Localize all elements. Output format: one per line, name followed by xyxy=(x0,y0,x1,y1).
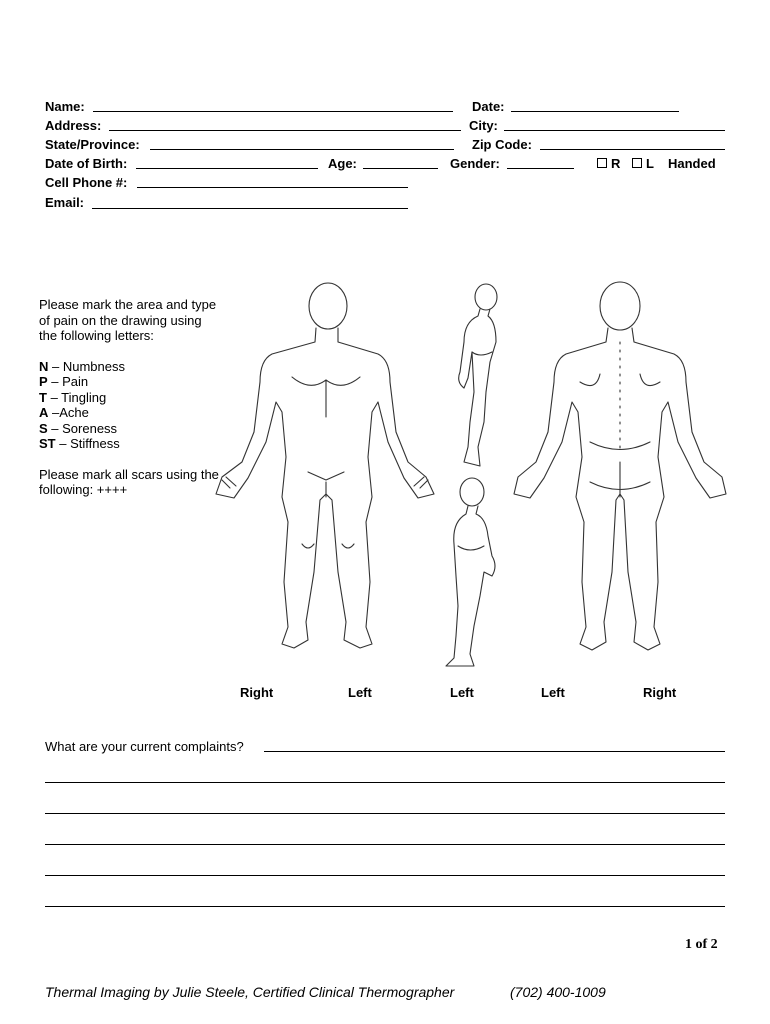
legend-item: T – Tingling xyxy=(39,389,107,405)
page-number: 1 of 2 xyxy=(685,937,718,952)
legend-item: ST – Stiffness xyxy=(39,436,120,451)
name-field[interactable] xyxy=(93,111,453,112)
age-field[interactable] xyxy=(363,168,438,169)
complaints-line[interactable] xyxy=(45,875,725,876)
legend-item: A –Ache xyxy=(39,405,89,420)
handed-l-label: L xyxy=(646,156,654,171)
date-field[interactable] xyxy=(511,111,679,112)
email-label: Email: xyxy=(45,195,85,210)
legend-item: S – Soreness xyxy=(39,420,118,436)
handed-l-checkbox[interactable] xyxy=(632,158,642,168)
complaints-line[interactable] xyxy=(45,906,725,907)
handed-r-checkbox[interactable] xyxy=(597,158,607,168)
cell-phone-label: Cell Phone #: xyxy=(45,175,128,190)
footer-phone: (702) 400-1009 xyxy=(510,984,606,1000)
address-label: Address: xyxy=(45,118,102,133)
dob-field[interactable] xyxy=(136,168,318,169)
back-right-label: Right xyxy=(643,685,677,700)
pain-instructions xyxy=(39,297,219,498)
front-body-diagram[interactable] xyxy=(210,282,440,672)
legend-item: N – Numbness xyxy=(39,358,125,374)
gender-label: Gender: xyxy=(450,156,500,171)
complaints-label: What are your current complaints? xyxy=(45,739,244,754)
handed-label: Handed xyxy=(668,156,716,171)
gender-field[interactable] xyxy=(507,168,574,169)
name-label: Name: xyxy=(45,99,85,114)
complaints-line[interactable] xyxy=(45,782,725,783)
back-body-diagram[interactable] xyxy=(510,282,730,672)
email-field[interactable] xyxy=(92,208,408,209)
side-left-label: Left xyxy=(450,685,474,700)
cell-phone-field[interactable] xyxy=(137,187,408,188)
state-label: State/Province: xyxy=(45,137,140,152)
zip-field[interactable] xyxy=(540,149,725,150)
state-field[interactable] xyxy=(150,149,454,150)
front-left-label: Left xyxy=(348,685,372,700)
age-label: Age: xyxy=(328,156,357,171)
address-field[interactable] xyxy=(109,130,461,131)
complaints-line[interactable] xyxy=(45,844,725,845)
instructions-intro: Please mark the area and type of pain on the drawing using the following letters: xyxy=(39,297,217,343)
complaints-line[interactable] xyxy=(45,813,725,814)
legend-item: P – Pain xyxy=(39,374,89,389)
back-left-label: Left xyxy=(541,685,565,700)
date-label: Date: xyxy=(472,99,505,114)
city-label: City: xyxy=(469,118,498,133)
dob-label: Date of Birth: xyxy=(45,156,128,171)
handed-r-label: R xyxy=(611,156,621,171)
side-body-diagram-lower[interactable] xyxy=(440,476,510,672)
zip-label: Zip Code: xyxy=(472,137,532,152)
scars-instructions: Please mark all scars using the following: ++++ xyxy=(39,466,219,497)
front-right-label: Right xyxy=(240,685,274,700)
city-field[interactable] xyxy=(504,130,725,131)
complaints-line[interactable] xyxy=(264,751,725,752)
side-body-diagram-upper[interactable] xyxy=(450,282,510,470)
footer-credit: Thermal Imaging by Julie Steele, Certified Clinical Thermographer xyxy=(45,984,455,1000)
